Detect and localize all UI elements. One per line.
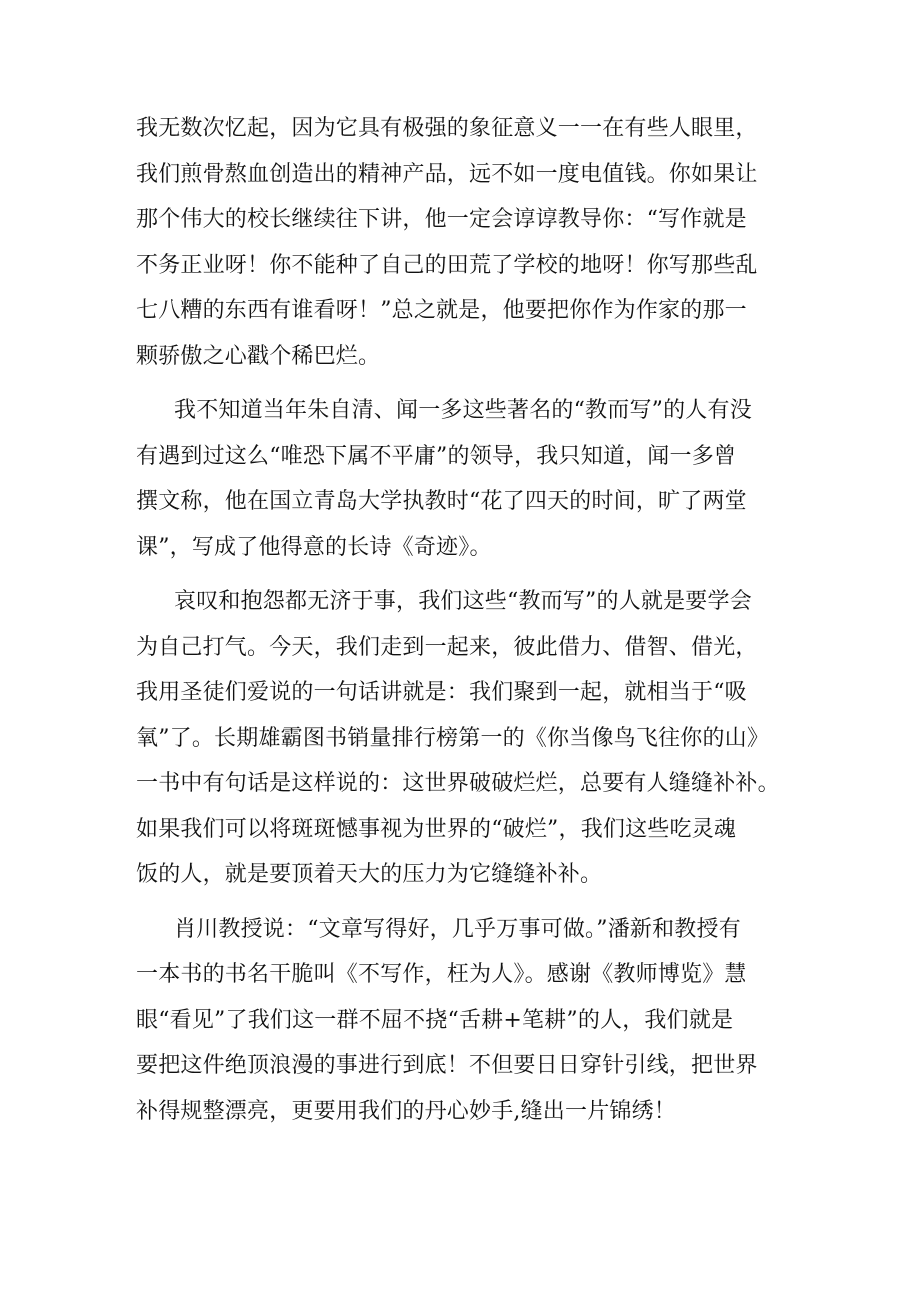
text-line: 眼“看见”了我们这一群不屈不挠“舌耕+笔耕”的人，我们就是: [136, 1007, 734, 1033]
text-line: 一本书的书名干脆叫《不写作，枉为人》。感谢《教师博览》慧: [136, 962, 747, 987]
text-line: 哀叹和抱怨都无济于事，我们这些“教而写”的人就是要学会: [174, 589, 752, 614]
paragraph-gap: [136, 379, 796, 388]
paragraph-3: [136, 579, 796, 898]
text-line: 如果我们可以将斑斑憾事视为世界的“破烂”，我们这些吃灵魂: [136, 816, 737, 842]
text-line: 为自己打气。今天，我们走到一起来，彼此借力、借智、借光，: [136, 634, 758, 660]
text-line: 氧”了。长期雄霸图书销量排行榜第一的《你当像鸟飞往你的山》: [136, 725, 770, 751]
text-line: 我不知道当年朱自清、闻一多这些著名的“教而写”的人有没: [174, 398, 752, 423]
paragraph-4: [136, 907, 796, 1135]
text-line: 颗骄傲之心戳个稀巴烂。: [136, 343, 381, 369]
text-line: 有遇到过这么“唯恐下属不平庸”的领导，我只知道，闻一多曾: [136, 443, 737, 469]
paragraph-gap: [136, 570, 796, 579]
text-line: 饭的人，就是要顶着天大的压力为它缝缝补补。: [136, 862, 603, 887]
text-line: 课”，写成了他得意的长诗《奇迹》。: [136, 534, 492, 560]
text-line: 肖川教授说：“文章写得好，几乎万事可做。”潘新和教授有: [174, 916, 741, 942]
paragraph-1: [136, 106, 796, 379]
text-line: 我们煎骨熬血创造出的精神产品，远不如一度电值钱。你如果让: [136, 161, 758, 187]
text-line: 撰文称，他在国立青岛大学执教时“花了四天的时间，旷了两堂: [136, 489, 747, 514]
text-line: 七八糟的东西有谁看呀！”总之就是，他要把你作为作家的那一: [136, 298, 747, 323]
text-line: 那个伟大的校长继续往下讲，他一定会谆谆教导你：“写作就是: [136, 207, 747, 232]
paragraph-2: [136, 388, 796, 570]
text-line: 补得规整漂亮，更要用我们的丹心妙手,缝出一片锦绣！: [136, 1098, 676, 1124]
paragraph-gap: [136, 898, 796, 907]
article-body: [136, 106, 796, 1134]
text-line: 一书中有句话是这样说的：这世界破破烂烂，总要有人缝缝补补。: [136, 771, 780, 796]
text-line: 我无数次忆起，因为它具有极强的象征意义一一在有些人眼里，: [136, 116, 758, 141]
text-line: 要把这件绝顶浪漫的事进行到底！不但要日日穿针引线，把世界: [136, 1053, 758, 1078]
text-line: 不务正业呀！你不能种了自己的田荒了学校的地呀！你写那些乱: [136, 252, 758, 278]
text-line: 我用圣徒们爱说的一句话讲就是：我们聚到一起，就相当于“吸: [136, 680, 747, 705]
